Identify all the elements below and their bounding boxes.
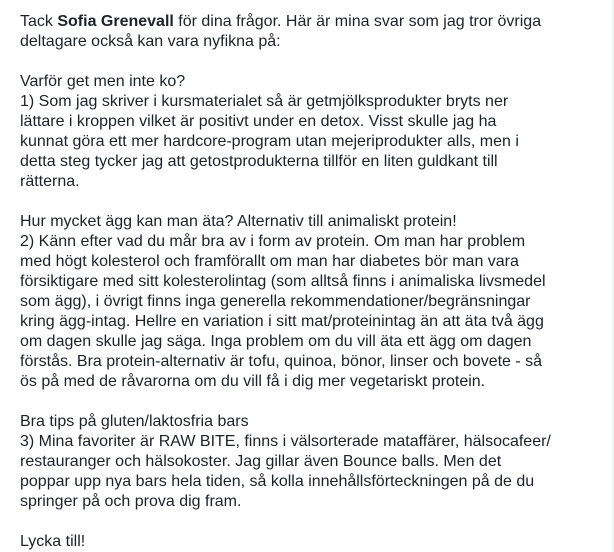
question-text: Varför get men inte ko? [20, 73, 186, 90]
answer-line: 3) Mina favoriter är RAW BITE, finns i välsorterade mataffärer, hälsocafeer/ [20, 433, 551, 450]
intro-before: Tack [20, 13, 58, 30]
answer-line: kunnat göra ett mer hardcore-program utan mejeriprodukter alls, men i [20, 133, 519, 150]
intro-after: för dina frågor. Här är mina svar som jag tror övriga [173, 13, 542, 30]
answer-line: med högt kolesterol och framförallt om man har diabetes bör man vara [20, 253, 519, 270]
answer-line: rätterna. [20, 173, 80, 190]
answer-line: restauranger och hälsokoster. Jag gillar även Bounce balls. Men det [20, 453, 502, 470]
intro-paragraph [20, 12, 599, 52]
answer-line: försiktigare med sitt kolesterolintag (som alltså finns i animaliska livsmedel [20, 273, 546, 290]
mention-sofia-grenevall[interactable]: Sofia Grenevall [57, 13, 174, 30]
answer-line: om dagen skulle jag säga. Inga problem om du vill äta ett ägg om dagen [20, 333, 532, 350]
answer-line: som ägg), i övrigt finns inga generella rekommendationer/begränsningar [20, 293, 531, 310]
question-text: Hur mycket ägg kan man äta? Alternativ till animaliskt protein! [20, 213, 457, 230]
signoff-text: Lycka till! [20, 533, 86, 550]
answer-line: springer på och prova dig fram. [20, 493, 242, 510]
answer-line: lättare i kroppen vilket är positivt under en detox. Visst skulle jag ha [20, 113, 497, 130]
answer-line: förstås. Bra protein-alternativ är tofu, quinoa, bönor, linser och bovete - så [20, 353, 543, 370]
intro-line-2: deltagare också kan vara nyfikna på: [20, 33, 281, 50]
section-bars [20, 412, 599, 512]
answer-line: 2) Känn efter vad du mår bra av i form av protein. Om man har problem [20, 233, 526, 250]
intro-line-1 [20, 12, 599, 32]
answer-line: 1) Som jag skriver i kursmaterialet så är getmjölksprodukter bryts ner [20, 93, 509, 110]
question-text: Bra tips på gluten/laktosfria bars [20, 413, 249, 430]
signoff-paragraph [20, 532, 599, 552]
answer-line: ös på med de råvarorna om du vill få i dig mer vegetariskt protein. [20, 373, 486, 390]
answer-line: poppar upp nya bars hela tiden, så kolla innehållsförteckningen på de du [20, 473, 535, 490]
answer-line: kring ägg-intag. Hellre en variation i sitt mat/proteinintag än att äta två ägg [20, 313, 544, 330]
section-agg-protein [20, 212, 599, 392]
section-get-vs-ko [20, 72, 599, 192]
answer-line: detta steg tycker jag att getostprodukterna tillför en liten guldkant till [20, 153, 498, 170]
